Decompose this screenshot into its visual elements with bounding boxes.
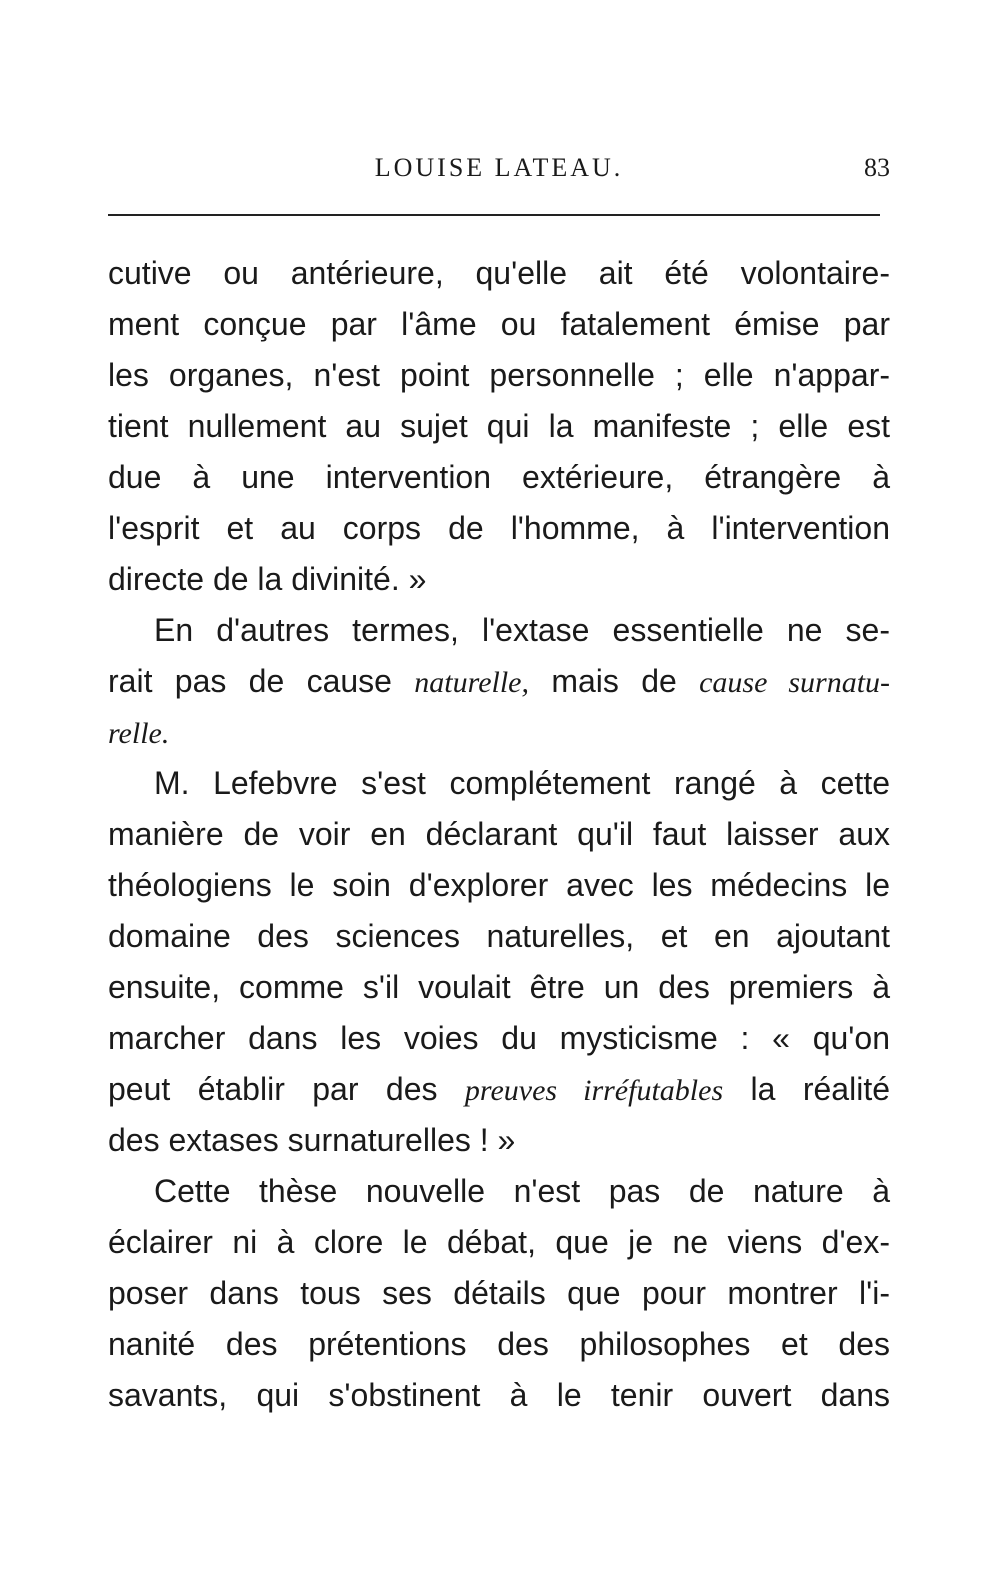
text-line [108,350,890,401]
text-run: la réalité [723,1071,891,1107]
text-line [108,605,890,656]
text-run: ment conçue par l'âme ou fatalement émise par [108,306,890,342]
text-line [108,554,890,605]
running-head [108,148,890,188]
text-run: mais de [529,663,700,699]
text-line [108,1064,890,1115]
text-run: théologiens le soin d'explorer avec les médecins le [108,867,890,903]
text-run: marcher dans les voies du mysticisme : « qu'on [108,1020,890,1056]
text-run: cutive ou antérieure, qu'elle ait été volontaire- [108,255,890,291]
text-line [108,1115,890,1166]
text-line [108,809,890,860]
text-line [108,503,890,554]
body-text [108,248,890,1421]
text-line [108,656,890,707]
header-rule [108,214,880,216]
text-line [108,707,890,758]
text-run: nanité des prétentions des philosophes et des [108,1326,890,1362]
text-line [108,962,890,1013]
page-number: 83 [864,153,890,182]
text-line [108,1013,890,1064]
italic-phrase: relle. [108,717,170,750]
text-run: poser dans tous ses détails que pour montrer l'i- [108,1275,890,1311]
text-line [108,452,890,503]
text-line [108,401,890,452]
text-line [108,1370,890,1421]
text-line [108,1268,890,1319]
text-line [108,911,890,962]
text-line [108,860,890,911]
text-run: tient nullement au sujet qui la manifeste ; elle est [108,408,890,444]
text-run: savants, qui s'obstinent à le tenir ouvert dans [108,1377,890,1413]
text-line [108,1217,890,1268]
text-run: due à une intervention extérieure, étrangère à [108,459,890,495]
running-title: LOUISE LATEAU. [374,153,624,182]
text-run: domaine des sciences naturelles, et en ajoutant [108,918,890,954]
italic-phrase: preuves irréfutables [464,1074,724,1107]
text-run: les organes, n'est point personnelle ; elle n'appar- [108,357,890,393]
text-line [108,1166,890,1217]
text-run: des extases surnaturelles ! » [108,1122,516,1158]
text-run: Cette thèse nouvelle n'est pas de nature à [154,1173,890,1209]
text-run: En d'autres termes, l'extase essentielle ne se- [154,612,890,648]
text-line [108,1319,890,1370]
text-run: l'esprit et au corps de l'homme, à l'intervention [108,510,890,546]
text-run: directe de la divinité. » [108,561,427,597]
text-line [108,248,890,299]
text-run: manière de voir en déclarant qu'il faut laisser aux [108,816,890,852]
text-run: éclairer ni à clore le débat, que je ne viens d'ex- [108,1224,890,1260]
text-run: peut établir par des [108,1071,465,1107]
text-line [108,758,890,809]
italic-phrase: naturelle, [414,666,529,699]
italic-phrase: cause surnatu- [699,666,891,699]
text-line [108,299,890,350]
text-run: M. Lefebvre s'est complétement rangé à cette [154,765,890,801]
text-run: ensuite, comme s'il voulait être un des premiers à [108,969,890,1005]
text-run: rait pas de cause [108,663,415,699]
